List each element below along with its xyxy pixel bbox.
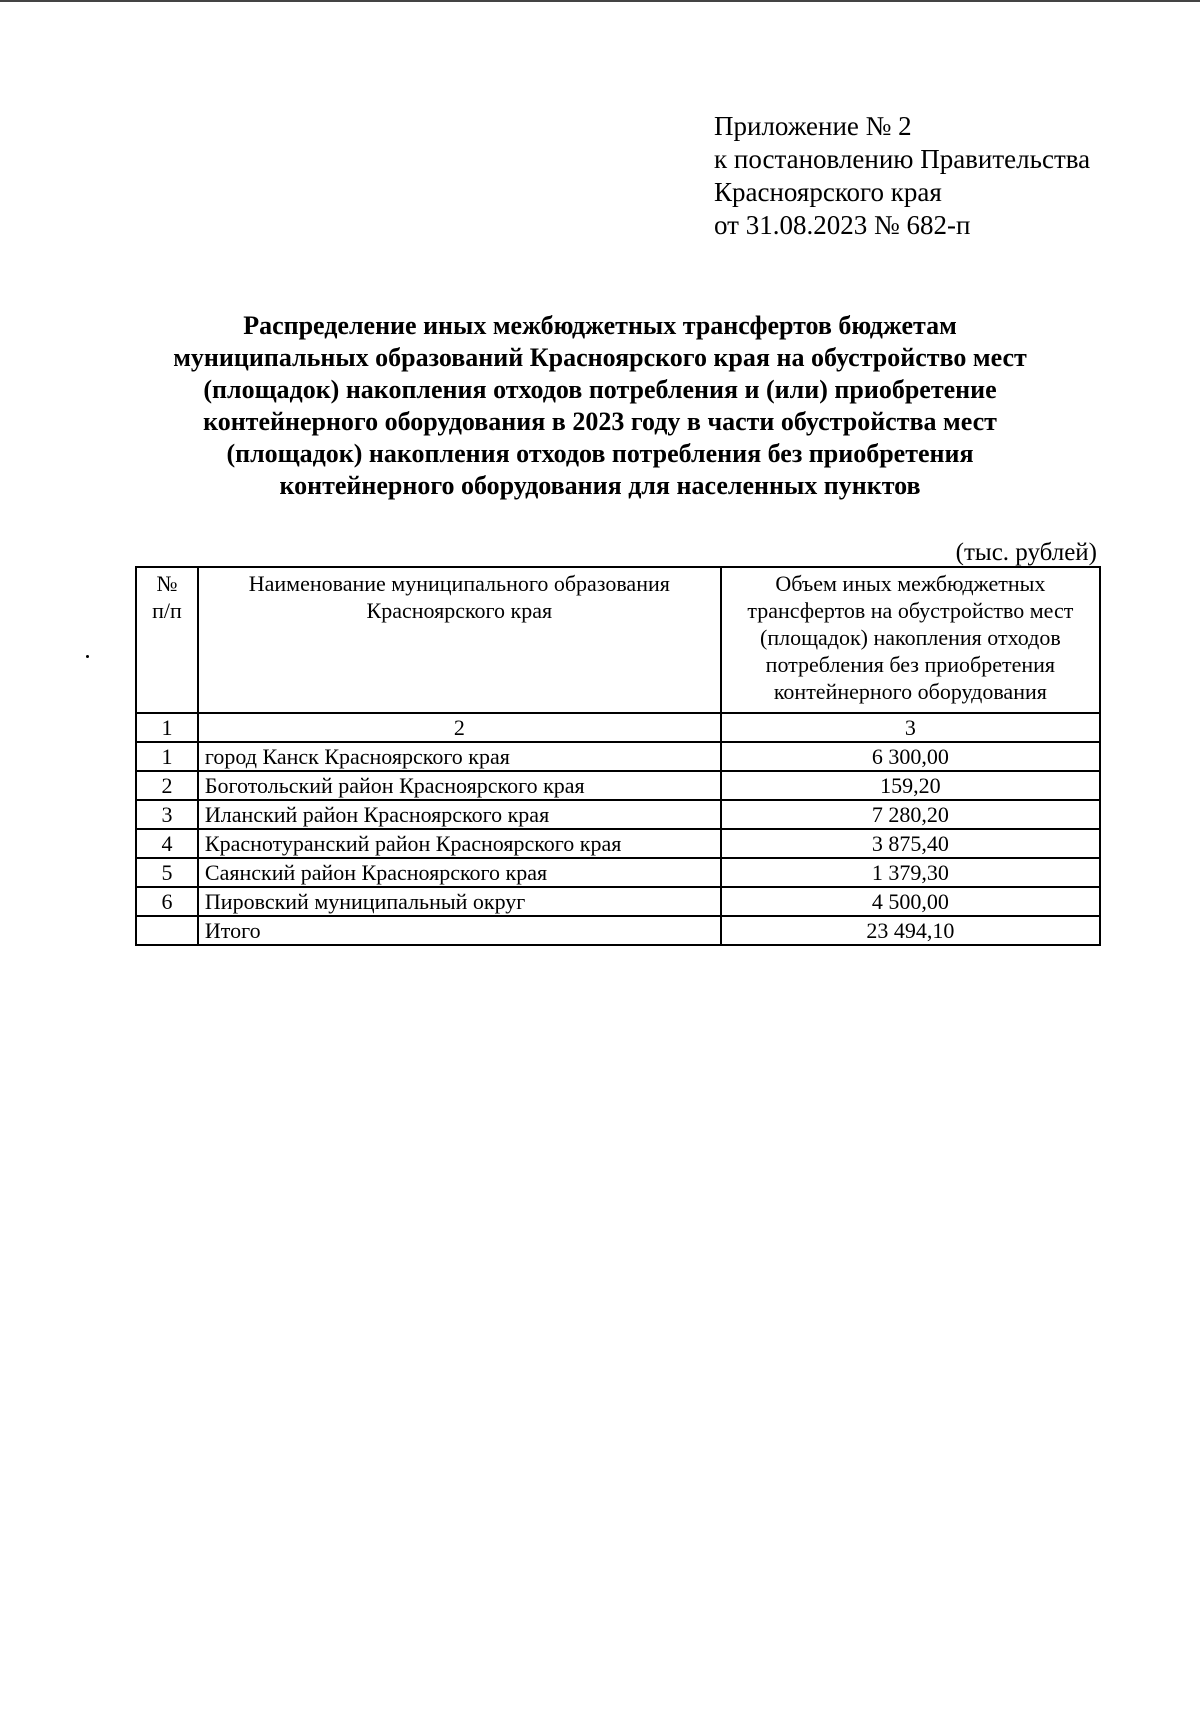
row-amount: 7 280,20 xyxy=(721,800,1100,829)
total-amount: 23 494,10 xyxy=(721,916,1100,945)
row-municipality: Иланский район Красноярского края xyxy=(198,800,721,829)
header-volume xyxy=(721,567,1100,713)
title-line: (площадок) накопления отходов потребления и (или) приобретение xyxy=(203,375,997,404)
scan-speck xyxy=(86,655,89,658)
header-volume-line: Объем иных межбюджетных xyxy=(775,571,1046,596)
row-municipality: Пировский муниципальный округ xyxy=(198,887,721,916)
column-index-row xyxy=(136,713,1100,742)
row-amount: 4 500,00 xyxy=(721,887,1100,916)
row-number: 4 xyxy=(136,829,198,858)
title-line: контейнерного оборудования для населенных пунктов xyxy=(279,471,921,500)
header-volume-line: (площадок) накопления отходов xyxy=(760,625,1061,650)
title-line: контейнерного оборудования в 2023 году в части обустройства мест xyxy=(203,407,997,436)
row-number: 5 xyxy=(136,858,198,887)
header-volume-line: трансфертов на обустройство мест xyxy=(747,598,1074,623)
header-number-sign: № xyxy=(156,571,178,596)
appendix-number: Приложение № 2 xyxy=(714,111,912,141)
row-number: 6 xyxy=(136,887,198,916)
row-amount: 3 875,40 xyxy=(721,829,1100,858)
header-municipality-line: Наименование муниципального образования xyxy=(248,571,670,596)
header-municipality xyxy=(198,567,721,713)
total-number xyxy=(136,916,198,945)
row-municipality: Боготольский район Красноярского края xyxy=(198,771,721,800)
page-top-border xyxy=(0,0,1200,2)
table-header-row xyxy=(136,567,1100,713)
row-number: 3 xyxy=(136,800,198,829)
title-line: муниципальных образований Красноярского края на обустройство мест xyxy=(173,343,1027,372)
table-row xyxy=(136,742,1100,771)
column-index: 2 xyxy=(198,713,721,742)
appendix-reference: к постановлению Правительства xyxy=(714,144,1091,174)
row-number: 2 xyxy=(136,771,198,800)
column-index: 3 xyxy=(721,713,1100,742)
header-volume-line: потребления без приобретения xyxy=(765,652,1056,677)
table-row xyxy=(136,829,1100,858)
header-number-pp: п/п xyxy=(152,598,182,623)
table-row xyxy=(136,887,1100,916)
table-row xyxy=(136,800,1100,829)
row-municipality: Краснотуранский район Красноярского края xyxy=(198,829,721,858)
row-amount: 6 300,00 xyxy=(721,742,1100,771)
row-number: 1 xyxy=(136,742,198,771)
title-line: Распределение иных межбюджетных трансфертов бюджетам xyxy=(243,311,957,340)
row-municipality: Саянский район Красноярского края xyxy=(198,858,721,887)
appendix-date: от 31.08.2023 № 682-п xyxy=(714,210,971,240)
document-title xyxy=(130,310,1070,502)
units-label: (тыс. рублей) xyxy=(955,539,1097,566)
row-municipality: город Канск Красноярского края xyxy=(198,742,721,771)
appendix-block xyxy=(714,110,1090,242)
header-municipality-line: Красноярского края xyxy=(366,598,553,623)
row-amount: 159,20 xyxy=(721,771,1100,800)
header-volume-line: контейнерного оборудования xyxy=(773,679,1047,704)
title-line: (площадок) накопления отходов потребления без приобретения xyxy=(226,439,974,468)
table-row xyxy=(136,771,1100,800)
header-number xyxy=(136,567,198,713)
total-label: Итого xyxy=(198,916,721,945)
column-index: 1 xyxy=(136,713,198,742)
total-row xyxy=(136,916,1100,945)
appendix-region: Красноярского края xyxy=(714,177,942,207)
row-amount: 1 379,30 xyxy=(721,858,1100,887)
transfers-table xyxy=(135,566,1101,946)
table-row xyxy=(136,858,1100,887)
